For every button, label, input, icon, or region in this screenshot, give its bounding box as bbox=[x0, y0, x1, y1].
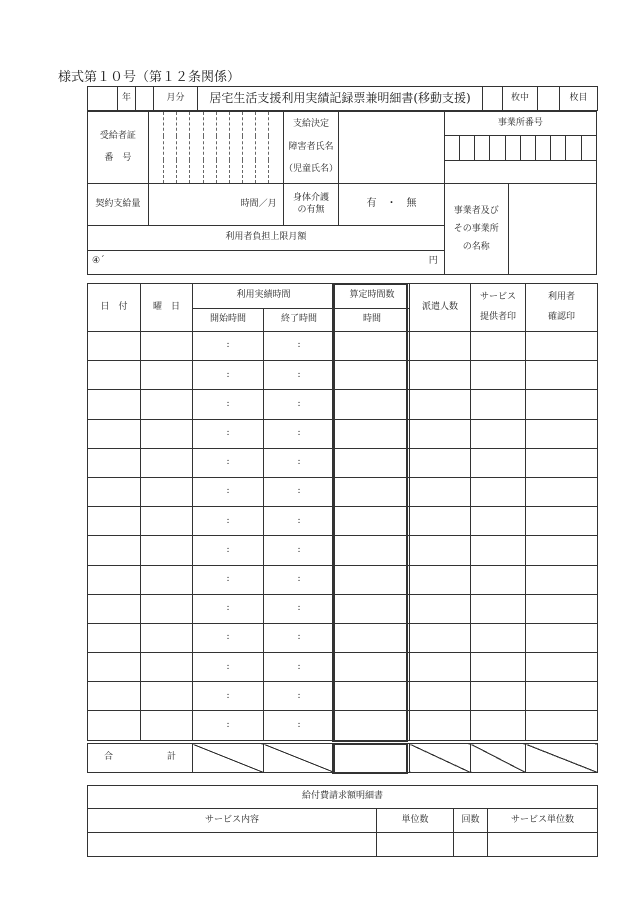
provider-name-cell[interactable] bbox=[509, 184, 596, 274]
record-service-seal-cell[interactable] bbox=[471, 419, 526, 448]
record-calc-hours-cell[interactable] bbox=[335, 390, 410, 419]
col-service-line2: 提供者印 bbox=[480, 311, 517, 322]
time-colon: : bbox=[226, 369, 230, 380]
record-service-seal-cell[interactable] bbox=[471, 536, 526, 565]
record-service-seal-cell[interactable] bbox=[471, 623, 526, 652]
office-digit[interactable] bbox=[581, 136, 596, 160]
provider-label-line1: 事業者及び bbox=[453, 205, 499, 216]
office-digit[interactable] bbox=[520, 136, 535, 160]
col-service-seal bbox=[471, 284, 526, 332]
record-user-seal-cell[interactable] bbox=[526, 536, 598, 565]
record-start-time-cell[interactable] bbox=[193, 565, 264, 594]
record-weekday-cell[interactable] bbox=[141, 477, 193, 506]
record-staff-count-cell[interactable] bbox=[410, 653, 471, 682]
sheet-number-cell[interactable] bbox=[538, 87, 560, 111]
record-service-seal-cell[interactable] bbox=[471, 361, 526, 390]
col-user-seal bbox=[526, 284, 598, 332]
time-colon: : bbox=[297, 719, 301, 730]
record-user-seal-cell[interactable] bbox=[526, 419, 598, 448]
record-staff-count-cell[interactable] bbox=[410, 477, 471, 506]
record-calc-hours-cell[interactable] bbox=[335, 711, 410, 740]
totals-label bbox=[88, 744, 193, 773]
col-user-line1: 利用者 bbox=[548, 291, 576, 302]
provider-label-line2: その事業所 bbox=[453, 223, 499, 234]
record-calc-hours-cell[interactable] bbox=[335, 653, 410, 682]
time-colon: : bbox=[297, 398, 301, 409]
billing-col-content: サービス内容 bbox=[88, 809, 377, 833]
record-start-time-cell[interactable] bbox=[193, 448, 264, 477]
time-colon: : bbox=[226, 457, 230, 468]
year-unit: 年 bbox=[118, 87, 136, 111]
totals-staff-slash bbox=[410, 744, 471, 773]
record-staff-count-cell[interactable] bbox=[410, 332, 471, 361]
record-service-seal-cell[interactable] bbox=[471, 565, 526, 594]
time-colon: : bbox=[297, 573, 301, 584]
record-weekday-cell[interactable] bbox=[141, 507, 193, 536]
col-end-time: 終了時間 bbox=[264, 309, 335, 332]
record-end-time-cell[interactable] bbox=[264, 594, 335, 623]
provider-label bbox=[445, 184, 509, 274]
record-calc-hours-cell[interactable] bbox=[335, 361, 410, 390]
time-colon: : bbox=[226, 661, 230, 672]
totals-label-1: 合 bbox=[104, 752, 114, 763]
record-calc-hours-cell[interactable] bbox=[335, 623, 410, 652]
totals-start-slash bbox=[193, 744, 264, 773]
limit-label: 利用者負担上限月額 bbox=[88, 226, 445, 250]
record-user-seal-cell[interactable] bbox=[526, 390, 598, 419]
record-start-time-cell[interactable] bbox=[193, 711, 264, 740]
billing-col-unit: 単位数 bbox=[377, 809, 454, 833]
record-calc-hours-cell[interactable] bbox=[335, 594, 410, 623]
care-options[interactable]: 有 ・ 無 bbox=[339, 183, 444, 226]
record-start-time-cell[interactable] bbox=[193, 536, 264, 565]
time-colon: : bbox=[297, 515, 301, 526]
sheet-total-cell[interactable] bbox=[483, 87, 503, 111]
col-calc-hours: 算定時間数 bbox=[335, 284, 410, 309]
care-label-line2: の有無 bbox=[297, 204, 325, 215]
record-start-time-cell[interactable] bbox=[193, 390, 264, 419]
record-end-time-cell[interactable] bbox=[264, 448, 335, 477]
record-row bbox=[88, 390, 598, 419]
time-colon: : bbox=[226, 515, 230, 526]
record-end-time-cell[interactable] bbox=[264, 653, 335, 682]
col-service-line1: サービス bbox=[480, 291, 517, 302]
record-date-cell[interactable] bbox=[88, 390, 141, 419]
form-title: 居宅生活支援利用実績記録票兼明細書(移動支援) bbox=[198, 87, 483, 111]
month-unit: 月分 bbox=[154, 87, 198, 111]
record-service-seal-cell[interactable] bbox=[471, 653, 526, 682]
totals-user-slash bbox=[526, 744, 598, 773]
record-date-cell[interactable] bbox=[88, 361, 141, 390]
contract-amount-cell[interactable] bbox=[148, 183, 283, 226]
cert-digit[interactable] bbox=[190, 112, 203, 184]
record-weekday-cell[interactable] bbox=[141, 711, 193, 740]
limit-amount-cell[interactable] bbox=[88, 250, 445, 274]
record-start-time-cell[interactable] bbox=[193, 623, 264, 652]
office-digit[interactable] bbox=[444, 136, 459, 160]
cert-digit[interactable] bbox=[148, 112, 163, 184]
record-end-time-cell[interactable] bbox=[264, 536, 335, 565]
recipient-name-cell[interactable] bbox=[339, 112, 444, 184]
record-user-seal-cell[interactable] bbox=[526, 448, 598, 477]
record-end-time-cell[interactable] bbox=[264, 623, 335, 652]
record-weekday-cell[interactable] bbox=[141, 565, 193, 594]
record-date-cell[interactable] bbox=[88, 565, 141, 594]
record-end-time-cell[interactable] bbox=[264, 332, 335, 361]
time-colon: : bbox=[297, 632, 301, 643]
billing-unit-cell[interactable] bbox=[377, 833, 454, 857]
record-staff-count-cell[interactable] bbox=[410, 419, 471, 448]
record-start-time-cell[interactable] bbox=[193, 653, 264, 682]
record-start-time-cell[interactable] bbox=[193, 507, 264, 536]
record-service-seal-cell[interactable] bbox=[471, 390, 526, 419]
contract-amount-label: 契約支給量 bbox=[88, 183, 149, 226]
record-row bbox=[88, 653, 598, 682]
record-weekday-cell[interactable] bbox=[141, 419, 193, 448]
cert-digit[interactable] bbox=[229, 112, 242, 184]
header-table bbox=[87, 86, 598, 111]
record-staff-count-cell[interactable] bbox=[410, 623, 471, 652]
decision-label bbox=[283, 112, 339, 184]
time-colon: : bbox=[226, 690, 230, 701]
record-start-time-cell[interactable] bbox=[193, 594, 264, 623]
time-colon: : bbox=[226, 719, 230, 730]
record-user-seal-cell[interactable] bbox=[526, 653, 598, 682]
record-end-time-cell[interactable] bbox=[264, 390, 335, 419]
record-start-time-cell[interactable] bbox=[193, 419, 264, 448]
record-user-seal-cell[interactable] bbox=[526, 565, 598, 594]
billing-title: 給付費請求額明細書 bbox=[88, 786, 598, 809]
record-row bbox=[88, 332, 598, 361]
time-colon: : bbox=[226, 603, 230, 614]
record-end-time-cell[interactable] bbox=[264, 477, 335, 506]
record-service-seal-cell[interactable] bbox=[471, 448, 526, 477]
time-colon: : bbox=[226, 544, 230, 555]
time-colon: : bbox=[297, 369, 301, 380]
record-row bbox=[88, 448, 598, 477]
record-service-seal-cell[interactable] bbox=[471, 332, 526, 361]
record-weekday-cell[interactable] bbox=[141, 361, 193, 390]
col-start-time: 開始時間 bbox=[193, 309, 264, 332]
totals-service-slash bbox=[471, 744, 526, 773]
record-user-seal-cell[interactable] bbox=[526, 623, 598, 652]
record-calc-hours-cell[interactable] bbox=[335, 419, 410, 448]
office-digit[interactable] bbox=[490, 136, 505, 160]
record-row bbox=[88, 477, 598, 506]
record-calc-hours-cell[interactable] bbox=[335, 565, 410, 594]
record-user-seal-cell[interactable] bbox=[526, 361, 598, 390]
record-calc-hours-cell[interactable] bbox=[335, 332, 410, 361]
billing-content-cell[interactable] bbox=[88, 833, 377, 857]
cert-digit[interactable] bbox=[164, 112, 177, 184]
billing-service-units-cell[interactable] bbox=[488, 833, 598, 857]
record-user-seal-cell[interactable] bbox=[526, 594, 598, 623]
record-user-seal-cell[interactable] bbox=[526, 477, 598, 506]
limit-unit: 円 bbox=[428, 255, 438, 266]
billing-col-times: 回数 bbox=[454, 809, 488, 833]
record-end-time-cell[interactable] bbox=[264, 565, 335, 594]
office-digit[interactable] bbox=[566, 136, 581, 160]
record-end-time-cell[interactable] bbox=[264, 361, 335, 390]
provider-block bbox=[444, 183, 596, 274]
record-service-seal-cell[interactable] bbox=[471, 594, 526, 623]
office-number-label: 事業所番号 bbox=[444, 112, 596, 136]
record-end-time-cell[interactable] bbox=[264, 419, 335, 448]
office-digit[interactable] bbox=[535, 136, 550, 160]
record-calc-hours-cell[interactable] bbox=[335, 448, 410, 477]
record-row bbox=[88, 507, 598, 536]
col-date: 日 付 bbox=[88, 284, 141, 332]
record-weekday-cell[interactable] bbox=[141, 653, 193, 682]
time-colon: : bbox=[297, 690, 301, 701]
contract-amount-unit: 時間／月 bbox=[240, 199, 277, 209]
col-actual-time: 利用実績時間 bbox=[193, 284, 335, 309]
record-date-cell[interactable] bbox=[88, 594, 141, 623]
limit-mark: ④´ bbox=[92, 255, 105, 266]
records-table bbox=[87, 283, 598, 741]
record-calc-hours-cell[interactable] bbox=[335, 536, 410, 565]
record-staff-count-cell[interactable] bbox=[410, 565, 471, 594]
record-rows bbox=[88, 332, 598, 741]
time-colon: : bbox=[226, 428, 230, 439]
record-weekday-cell[interactable] bbox=[141, 594, 193, 623]
cert-digit[interactable] bbox=[177, 112, 190, 184]
time-colon: : bbox=[226, 398, 230, 409]
record-user-seal-cell[interactable] bbox=[526, 711, 598, 740]
record-row bbox=[88, 361, 598, 390]
record-row bbox=[88, 419, 598, 448]
record-row bbox=[88, 623, 598, 652]
time-colon: : bbox=[297, 428, 301, 439]
record-user-seal-cell[interactable] bbox=[526, 682, 598, 711]
cert-digit[interactable] bbox=[216, 112, 229, 184]
record-row bbox=[88, 594, 598, 623]
record-date-cell[interactable] bbox=[88, 448, 141, 477]
col-staff-count: 派遣人数 bbox=[410, 284, 471, 332]
time-colon: : bbox=[226, 486, 230, 497]
record-row bbox=[88, 682, 598, 711]
year-cell[interactable] bbox=[88, 87, 118, 111]
record-date-cell[interactable] bbox=[88, 682, 141, 711]
record-end-time-cell[interactable] bbox=[264, 507, 335, 536]
record-date-cell[interactable] bbox=[88, 711, 141, 740]
record-service-seal-cell[interactable] bbox=[471, 507, 526, 536]
record-staff-count-cell[interactable] bbox=[410, 682, 471, 711]
time-colon: : bbox=[297, 457, 301, 468]
office-digit[interactable] bbox=[505, 136, 520, 160]
record-calc-hours-cell[interactable] bbox=[335, 477, 410, 506]
record-service-seal-cell[interactable] bbox=[471, 682, 526, 711]
month-cell[interactable] bbox=[136, 87, 154, 111]
sheet-no-label: 枚目 bbox=[560, 87, 598, 111]
time-colon: : bbox=[297, 340, 301, 351]
cert-label-line1: 受給者証 bbox=[99, 130, 136, 141]
recipient-table bbox=[87, 111, 597, 275]
cert-digit[interactable] bbox=[203, 112, 216, 184]
office-number-spacer bbox=[444, 160, 596, 183]
record-end-time-cell[interactable] bbox=[264, 711, 335, 740]
record-weekday-cell[interactable] bbox=[141, 682, 193, 711]
form-number-label: 様式第１０号（第１２条関係） bbox=[58, 70, 241, 85]
decision-label-line2: 障害者氏名 bbox=[288, 141, 334, 152]
record-staff-count-cell[interactable] bbox=[410, 711, 471, 740]
record-calc-hours-cell[interactable] bbox=[335, 682, 410, 711]
record-date-cell[interactable] bbox=[88, 507, 141, 536]
record-date-cell[interactable] bbox=[88, 419, 141, 448]
col-hours-unit: 時間 bbox=[335, 309, 410, 332]
office-digit[interactable] bbox=[551, 136, 566, 160]
record-date-cell[interactable] bbox=[88, 536, 141, 565]
care-label-line1: 身体介護 bbox=[292, 193, 329, 204]
col-user-line2: 確認印 bbox=[548, 311, 576, 322]
record-staff-count-cell[interactable] bbox=[410, 507, 471, 536]
record-weekday-cell[interactable] bbox=[141, 623, 193, 652]
record-date-cell[interactable] bbox=[88, 623, 141, 652]
time-colon: : bbox=[226, 632, 230, 643]
time-colon: : bbox=[297, 486, 301, 497]
office-digit[interactable] bbox=[459, 136, 474, 160]
record-date-cell[interactable] bbox=[88, 653, 141, 682]
record-weekday-cell[interactable] bbox=[141, 448, 193, 477]
record-staff-count-cell[interactable] bbox=[410, 594, 471, 623]
cert-label bbox=[88, 112, 149, 184]
sheet-of-label: 枚中 bbox=[503, 87, 538, 111]
record-end-time-cell[interactable] bbox=[264, 682, 335, 711]
record-start-time-cell[interactable] bbox=[193, 477, 264, 506]
record-service-seal-cell[interactable] bbox=[471, 711, 526, 740]
record-weekday-cell[interactable] bbox=[141, 536, 193, 565]
record-row bbox=[88, 711, 598, 740]
billing-table bbox=[87, 785, 598, 857]
decision-label-line1: 支給決定 bbox=[292, 119, 329, 130]
record-staff-count-cell[interactable] bbox=[410, 448, 471, 477]
office-digit[interactable] bbox=[475, 136, 490, 160]
cert-digit[interactable] bbox=[256, 112, 269, 184]
record-staff-count-cell[interactable] bbox=[410, 361, 471, 390]
record-calc-hours-cell[interactable] bbox=[335, 507, 410, 536]
billing-col-service-units: サービス単位数 bbox=[488, 809, 598, 833]
totals-table bbox=[87, 743, 598, 773]
time-colon: : bbox=[297, 661, 301, 672]
record-start-time-cell[interactable] bbox=[193, 682, 264, 711]
record-weekday-cell[interactable] bbox=[141, 390, 193, 419]
decision-label-line3: （児童氏名） bbox=[283, 164, 338, 175]
record-user-seal-cell[interactable] bbox=[526, 332, 598, 361]
record-row bbox=[88, 565, 598, 594]
record-start-time-cell[interactable] bbox=[193, 332, 264, 361]
record-weekday-cell[interactable] bbox=[141, 332, 193, 361]
cert-digit[interactable] bbox=[243, 112, 256, 184]
cert-digit[interactable] bbox=[269, 112, 283, 184]
totals-end-slash bbox=[264, 744, 335, 773]
cert-label-line2: 番 号 bbox=[104, 153, 132, 164]
care-label bbox=[283, 183, 339, 226]
record-user-seal-cell[interactable] bbox=[526, 507, 598, 536]
record-date-cell[interactable] bbox=[88, 477, 141, 506]
time-colon: : bbox=[297, 603, 301, 614]
totals-label-2: 計 bbox=[166, 752, 176, 763]
totals-calc-hours[interactable] bbox=[335, 744, 410, 773]
record-staff-count-cell[interactable] bbox=[410, 390, 471, 419]
record-row bbox=[88, 536, 598, 565]
billing-times-cell[interactable] bbox=[454, 833, 488, 857]
time-colon: : bbox=[297, 544, 301, 555]
record-date-cell[interactable] bbox=[88, 332, 141, 361]
provider-label-line3: の名称 bbox=[462, 241, 490, 252]
record-staff-count-cell[interactable] bbox=[410, 536, 471, 565]
record-start-time-cell[interactable] bbox=[193, 361, 264, 390]
time-colon: : bbox=[226, 573, 230, 584]
record-service-seal-cell[interactable] bbox=[471, 477, 526, 506]
col-weekday: 曜 日 bbox=[141, 284, 193, 332]
time-colon: : bbox=[226, 340, 230, 351]
